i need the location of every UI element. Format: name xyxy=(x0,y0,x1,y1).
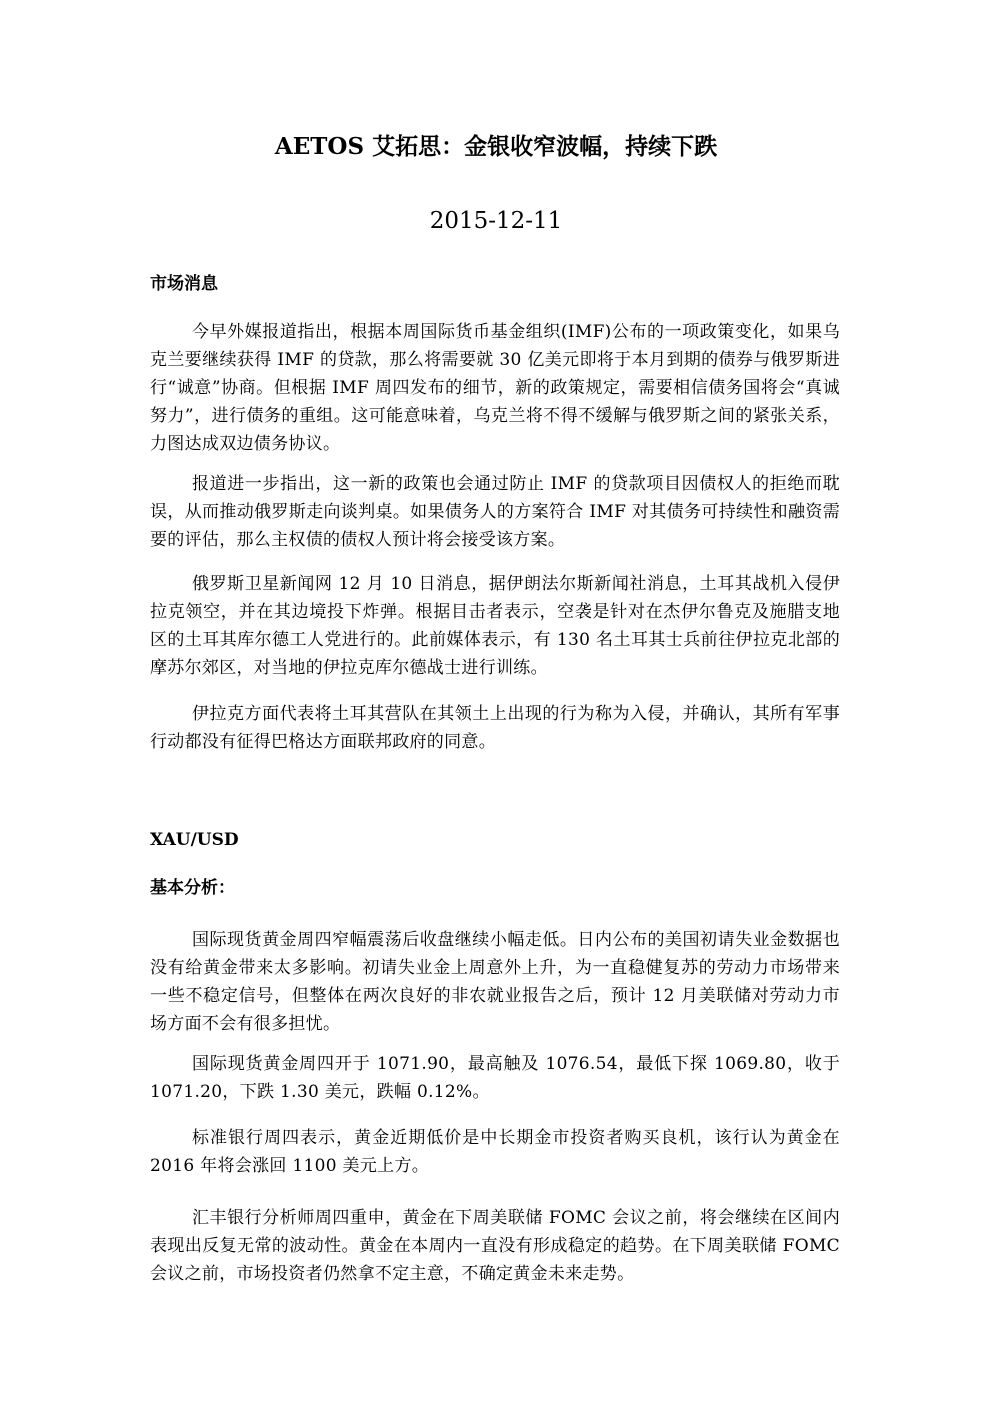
document-date: 2015-12-11 xyxy=(429,208,563,234)
paragraph-market-1: 今早外媒报道指出，根据本周国际货币基金组织(IMF)公布的一项政策变化，如果乌克兰要继续获得 IMF 的贷款，那么将需要就 30 亿美元即将于本月到期的债券与俄罗斯进行“诚意”协商。但根据 IMF 周四发布的细节，新的政策规定，需要相信债务国将会“真诚努力”，进行债务的重组。这可能意味着，乌克兰将不得不缓解与俄罗斯之间的紧张关系，力图达成双边债务协议。 xyxy=(150,322,840,454)
symbol-label: XAU/USD xyxy=(150,830,239,850)
section-heading-fundamental-analysis: 基本分析： xyxy=(150,878,235,898)
paragraph-market-2: 报道进一步指出，这一新的政策也会通过防止 IMF 的贷款项目因债权人的拒绝而耽误，从而推动俄罗斯走向谈判桌。如果债务人的方案符合 IMF 对其债务可持续性和融资需要的评估，那么主权债的债权人预计将会接受该方案。 xyxy=(150,474,840,550)
paragraph-xau-2: 国际现货黄金周四开于 1071.90，最高触及 1076.54，最低下探 1069.80，收于 1071.20，下跌 1.30 美元，跌幅 0.12%。 xyxy=(150,1054,840,1102)
paragraph-xau-4: 汇丰银行分析师周四重申，黄金在下周美联储 FOMC 会议之前，将会继续在区间内表现出反复无常的波动性。黄金在本周内一直没有形成稳定的趋势。在下周美联储 FOMC 会议之前，市场投资者仍然拿不定主意，不确定黄金未来走势。 xyxy=(150,1208,840,1284)
paragraph-xau-1: 国际现货黄金周四窄幅震荡后收盘继续小幅走低。日内公布的美国初请失业金数据也没有给黄金带来太多影响。初请失业金上周意外上升，为一直稳健复苏的劳动力市场带来一些不稳定信号，但整体在两次良好的非农就业报告之后，预计 12 月美联储对劳动力市场方面不会有很多担忧。 xyxy=(150,930,840,1034)
section-heading-market-news: 市场消息 xyxy=(150,274,218,294)
paragraph-xau-3: 标准银行周四表示，黄金近期低价是中长期金市投资者购买良机，该行认为黄金在 2016 年将会涨回 1100 美元上方。 xyxy=(150,1128,840,1176)
paragraph-market-3: 俄罗斯卫星新闻网 12 月 10 日消息，据伊朗法尔斯新闻社消息，土耳其战机入侵伊拉克领空，并在其边境投下炸弹。根据目击者表示，空袭是针对在杰伊尔鲁克及施腊支地区的土耳其库尔德工人党进行的。此前媒体表示，有 130 名土耳其士兵前往伊拉克北部的摩苏尔郊区，对当地的伊拉克库尔德战士进行训练。 xyxy=(150,574,840,678)
paragraph-market-4: 伊拉克方面代表将土耳其营队在其领土上出现的行为称为入侵，并确认，其所有军事行动都没有征得巴格达方面联邦政府的同意。 xyxy=(150,704,840,752)
document-title: AETOS 艾拓思：金银收窄波幅，持续下跌 xyxy=(274,133,718,160)
